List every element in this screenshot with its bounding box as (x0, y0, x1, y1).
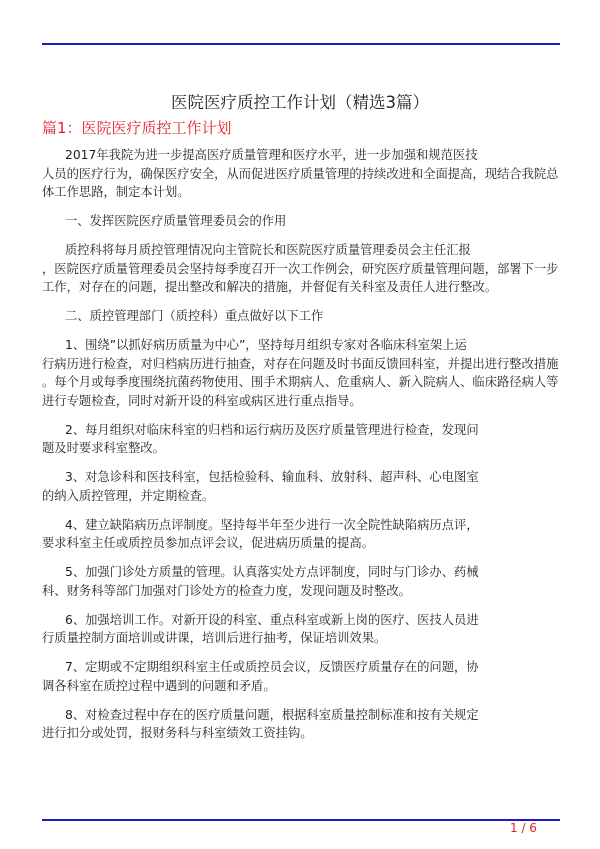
paragraph (42, 706, 562, 743)
paragraph-line: 一、发挥医院医疗质量管理委员会的作用 (65, 214, 287, 228)
paragraph-line: 二、质控管理部门（质控科）重点做好以下工作 (65, 309, 324, 323)
paragraph-line: 4、建立缺陷病历点评制度。坚持每半年至少进行一次全院性缺陷病历点评， (65, 517, 479, 532)
paragraph-line: 质控科将每月质控管理情况向主管院长和医院医疗质量管理委员会主任汇报 (65, 243, 471, 257)
paragraph-line: 要求科室主任或质控员参加点评会议，促进病历质量的提高。 (42, 536, 375, 550)
paragraph (42, 307, 562, 326)
paragraph-line: ，医院医疗质量管理委员会坚持每季度召开一次工作例会，研究医疗质量管理问题，部署下一步 (42, 261, 559, 276)
paragraph-line: 体工作思路，制定本计划。 (42, 185, 190, 199)
footer-rule (42, 819, 560, 821)
paragraph-line: 2、每月组织对临床科室的归档和运行病历及医疗质量管理进行检查，发现问 (65, 422, 479, 437)
section-heading: 篇1：医院医疗质控工作计划 (42, 119, 232, 137)
paragraph-line: 5、加强门诊处方质量的管理。认真落实处方点评制度，同时与门诊办、药械 (65, 565, 479, 579)
paragraph-line: 题及时要求科室整改。 (42, 441, 165, 455)
paragraph (42, 468, 562, 505)
paragraph (42, 516, 562, 553)
paragraph-line: 7、定期或不定期组织科室主任或质控员会议，反馈医疗质量存在的问题，协 (65, 660, 479, 674)
paragraph (42, 241, 562, 297)
paragraph-line: 1、围绕”以抓好病历质量为中心”，坚持每月组织专家对各临床科室架上运 (65, 338, 467, 352)
paragraph (42, 146, 562, 202)
paragraph (42, 212, 562, 231)
paragraph-line: 进行专题检查，同时对新开设的科室或病区进行重点指导。 (42, 393, 362, 408)
paragraph-line: 3、对急诊科和医技科室，包括检验科、输血科、放射科、超声科、心电图室 (65, 470, 479, 484)
paragraph-line: 进行扣分或处罚，报财务科与科室绩效工资挂钩。 (42, 726, 313, 740)
paragraph-line: 调各科室在质控过程中遇到的问题和矛盾。 (42, 678, 276, 693)
paragraph-line: 。每个月或每季度围绕抗菌药物使用、围手术期病人、危重病人、新入院病人、临床路径病人等 (42, 375, 559, 389)
paragraph (42, 658, 562, 695)
header-rule (42, 43, 560, 45)
paragraph (42, 611, 562, 648)
paragraph-line: 2017年我院为进一步提高医疗质量管理和医疗水平，进一步加强和规范医技 (65, 148, 478, 162)
paragraph-line: 工作，对存在的问题，提出整改和解决的措施，并督促有关科室及责任人进行整改。 (42, 280, 497, 294)
document-title: 医院医疗质控工作计划（精选3篇） (171, 93, 429, 112)
paragraph-line: 8、对检查过程中存在的医疗质量问题，根据科室质量控制标准和按有关规定 (65, 707, 479, 722)
paragraph-line: 6、加强培训工作。对新开设的科室、重点科室或新上岗的医疗、医技人员进 (65, 612, 479, 627)
paragraph-line: 的纳入质控管理，并定期检查。 (42, 488, 215, 503)
paragraph (42, 421, 562, 458)
paragraph (42, 336, 562, 410)
paragraph-line: 科、财务科等部门加强对门诊处方的检查力度，发现问题及时整改。 (42, 583, 411, 598)
document-body (42, 146, 562, 753)
paragraph-line: 人员的医疗行为，确保医疗安全，从而促进医疗质量管理的持续改进和全面提高，现结合我院总 (42, 166, 559, 181)
paragraph-line: 行质量控制方面培训或讲课，培训后进行抽考，保证培训效果。 (42, 631, 387, 645)
page-number: 1 / 6 (510, 821, 537, 835)
paragraph-line: 行病历进行检查，对归档病历进行抽查，对存在问题及时书面反馈回科室，并提出进行整改措施 (42, 356, 559, 371)
paragraph (42, 563, 562, 600)
